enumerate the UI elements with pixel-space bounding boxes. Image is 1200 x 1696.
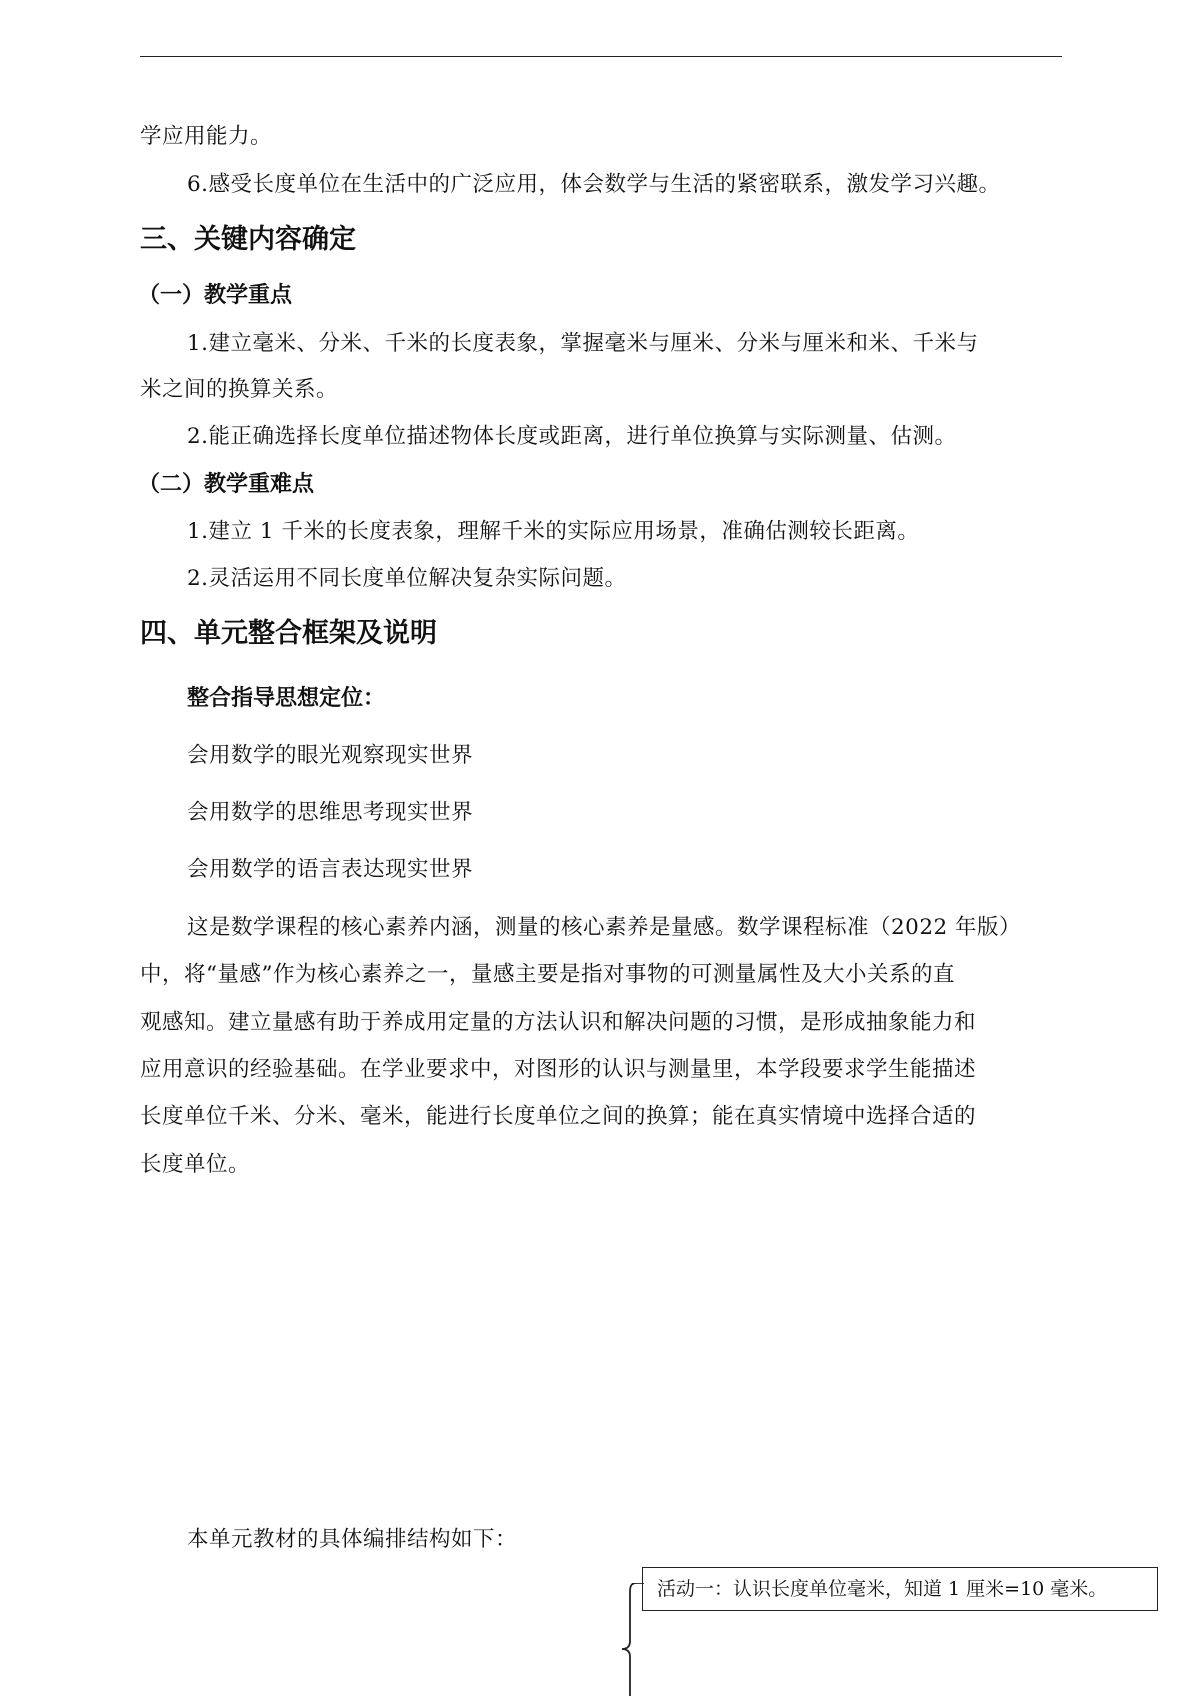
paragraph-line: 这是数学课程的核心素养内涵，测量的核心素养是量感。数学课程标准（2022 年版）: [187, 915, 1022, 940]
section-heading: 三、关键内容确定: [140, 224, 356, 255]
paragraph-line: 观感知。建立量感有助于养成用定量的方法认识和解决问题的习惯，是形成抽象能力和: [140, 1010, 977, 1035]
guide-item: 会用数学的语言表达现实世界: [187, 857, 474, 882]
text-line: 2.能正确选择长度单位描述物体长度或距离，进行单位换算与实际测量、估测。: [187, 424, 957, 449]
text-line: 1.建立 1 千米的长度表象，理解千米的实际应用场景，准确估测较长距离。: [187, 519, 920, 544]
paragraph-line: 长度单位千米、分米、毫米，能进行长度单位之间的换算；能在真实情境中选择合适的: [140, 1104, 977, 1129]
text-line: 6.感受长度单位在生活中的广泛应用，体会数学与生活的紧密联系，激发学习兴趣。: [187, 172, 1001, 197]
structure-intro: 本单元教材的具体编排结构如下：: [187, 1527, 518, 1552]
guide-title: 整合指导思想定位：: [187, 686, 386, 711]
text-line: 1.建立毫米、分米、千米的长度表象，掌握毫米与厘米、分米与厘米和米、千米与: [187, 331, 979, 356]
section-heading: 四、单元整合框架及说明: [140, 618, 437, 649]
paragraph-line: 长度单位。: [140, 1152, 251, 1177]
activity-box: 活动一：认识长度单位毫米，知道 1 厘米=10 毫米。: [642, 1567, 1158, 1611]
text-line: 米之间的换算关系。: [140, 377, 339, 402]
paragraph-line: 中，将“量感”作为核心素养之一，量感主要是指对事物的可测量属性及大小关系的直: [140, 962, 955, 987]
text-line: 2.灵活运用不同长度单位解决复杂实际问题。: [187, 566, 627, 591]
brace-connector: [606, 1583, 646, 1696]
subsection-heading: （二）教学重难点: [138, 472, 315, 497]
text-line: 学应用能力。: [140, 124, 273, 149]
guide-item: 会用数学的眼光观察现实世界: [187, 743, 474, 768]
subsection-heading: （一）教学重点: [138, 283, 293, 308]
header-rule: [140, 56, 1062, 57]
paragraph-line: 应用意识的经验基础。在学业要求中，对图形的认识与测量里，本学段要求学生能描述: [140, 1057, 977, 1082]
guide-item: 会用数学的思维思考现实世界: [187, 800, 474, 825]
